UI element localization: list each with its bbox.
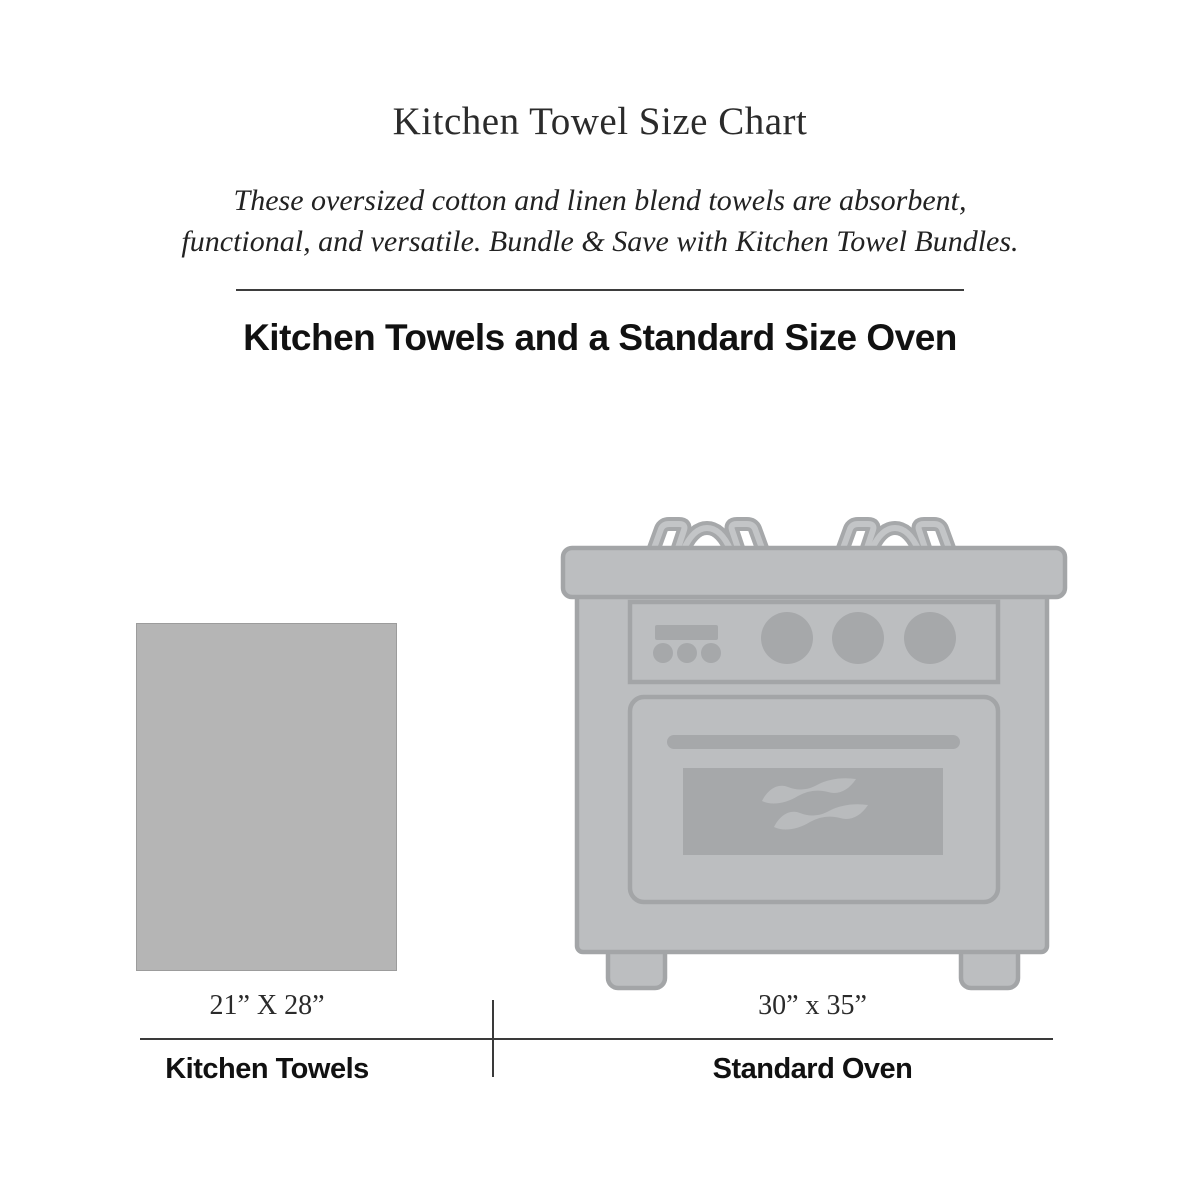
header-divider-rule xyxy=(236,289,964,291)
stove-top xyxy=(563,548,1065,597)
control-display xyxy=(655,625,718,640)
burner-knob xyxy=(904,612,956,664)
control-button xyxy=(677,643,697,663)
oven-dimensions-label: 30” x 35” xyxy=(758,990,867,1021)
oven-name-label: Standard Oven xyxy=(712,1053,913,1085)
section-heading: Kitchen Towels and a Standard Size Oven xyxy=(243,317,957,358)
description-line-1: These oversized cotton and linen blend towels are absorbent, xyxy=(233,184,967,217)
description xyxy=(0,180,1200,262)
baseline-rule xyxy=(140,1038,1053,1040)
control-button xyxy=(701,643,721,663)
burner-knob xyxy=(761,612,813,664)
control-button xyxy=(653,643,673,663)
door-handle xyxy=(667,735,960,749)
towel-name-label: Kitchen Towels xyxy=(165,1053,369,1085)
description-line-2: functional, and versatile. Bundle & Save with Kitchen Towel Bundles. xyxy=(181,225,1019,258)
door-window xyxy=(683,768,943,855)
burner-knob xyxy=(832,612,884,664)
kitchen-towel-swatch xyxy=(136,623,397,971)
standard-oven-icon xyxy=(555,515,1070,993)
towel-dimensions-label: 21” X 28” xyxy=(209,990,325,1021)
page-title: Kitchen Towel Size Chart xyxy=(392,100,808,143)
